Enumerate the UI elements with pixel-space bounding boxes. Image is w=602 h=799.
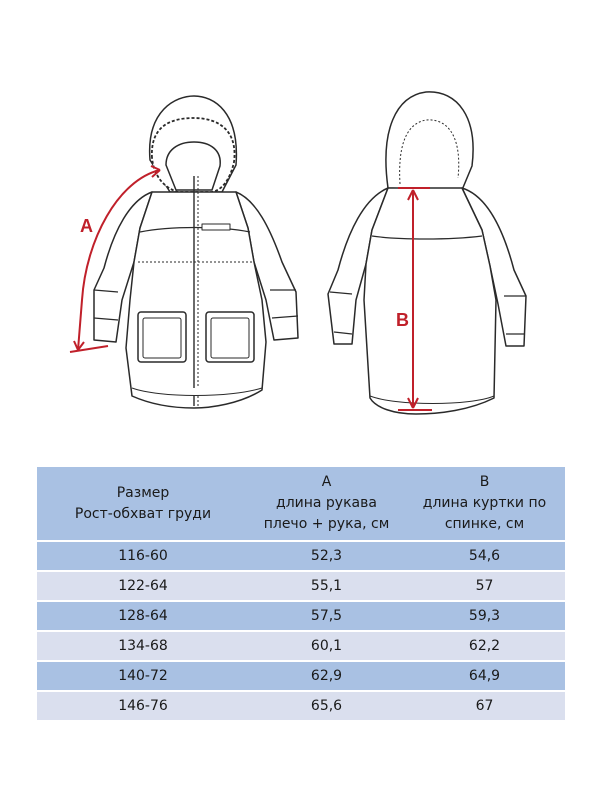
header-a-line1: длина рукава xyxy=(276,495,377,511)
cell-a: 62,9 xyxy=(249,661,404,691)
header-size-subtitle: Рост-обхват груди xyxy=(74,505,212,522)
back-jacket-drawing xyxy=(328,92,526,414)
cell-a: 55,1 xyxy=(249,571,404,601)
header-size xyxy=(37,467,249,541)
header-a-line2: плечо + рука, см xyxy=(263,516,390,532)
size-table xyxy=(37,467,565,720)
cell-b: 64,9 xyxy=(404,661,565,691)
cell-b: 54,6 xyxy=(404,541,565,571)
cell-size: 146-76 xyxy=(37,691,249,720)
header-a xyxy=(249,467,404,541)
cell-a: 60,1 xyxy=(249,631,404,661)
header-b-letter: B xyxy=(479,474,490,490)
cell-b: 59,3 xyxy=(404,601,565,631)
table-row xyxy=(37,631,565,661)
table-row xyxy=(37,541,565,571)
cell-a: 52,3 xyxy=(249,541,404,571)
cell-b: 67 xyxy=(404,691,565,720)
cell-a: 65,6 xyxy=(249,691,404,720)
header-size-title: Размер xyxy=(116,484,170,501)
dimension-a-label: A xyxy=(80,216,93,236)
table-row xyxy=(37,571,565,601)
table-row xyxy=(37,691,565,720)
cell-b: 62,2 xyxy=(404,631,565,661)
header-b-line2: спинке, см xyxy=(444,516,525,532)
cell-size: 128-64 xyxy=(37,601,249,631)
cell-b: 57 xyxy=(404,571,565,601)
header-b-line1: длина куртки по xyxy=(422,495,547,511)
header-b xyxy=(404,467,565,541)
table-row xyxy=(37,601,565,631)
dimension-b-label: B xyxy=(396,310,409,330)
cell-a: 57,5 xyxy=(249,601,404,631)
cell-size: 116-60 xyxy=(37,541,249,571)
front-jacket-drawing xyxy=(94,96,298,408)
table-row xyxy=(37,661,565,691)
header-a-letter: A xyxy=(321,474,332,490)
table-header-row xyxy=(37,467,565,541)
cell-size: 134-68 xyxy=(37,631,249,661)
cell-size: 122-64 xyxy=(37,571,249,601)
cell-size: 140-72 xyxy=(37,661,249,691)
